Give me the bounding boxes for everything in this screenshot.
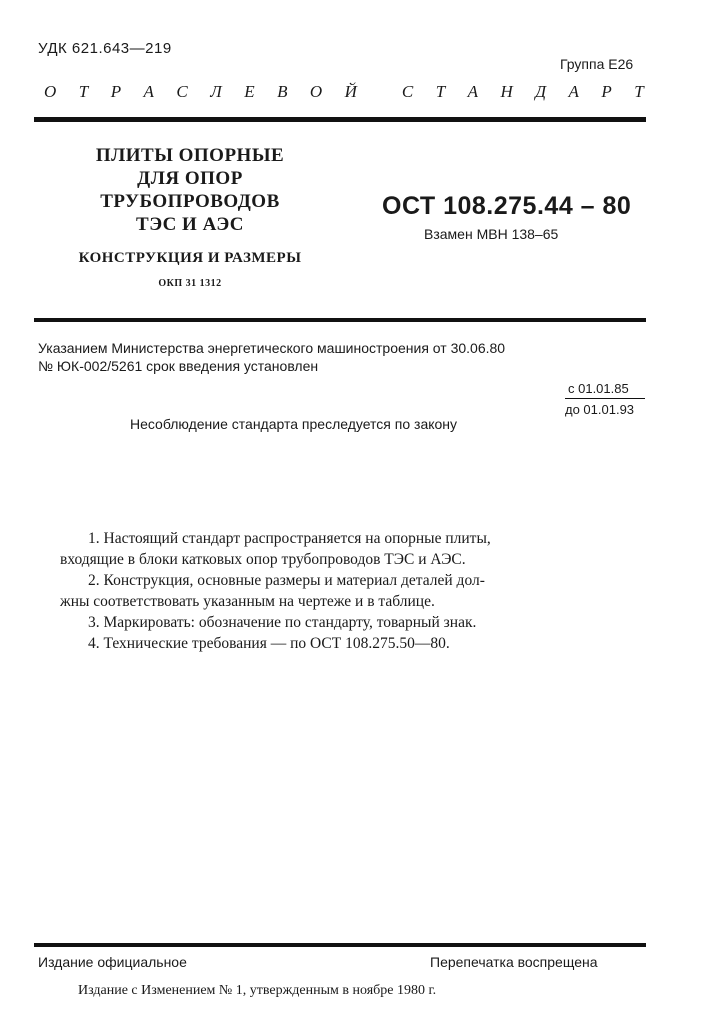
banner-letter: В <box>277 82 288 101</box>
banner-letter: Е <box>244 82 255 101</box>
banner-letter: Л <box>210 82 222 101</box>
document-subtitle: КОНСТРУКЦИЯ И РАЗМЕРЫ <box>78 250 302 266</box>
reprint-notice: Перепечатка воспрещена <box>430 954 598 970</box>
body-paragraph: 1. Настоящий стандарт распространяется на опорные плиты, <box>88 530 491 547</box>
effective-date-from: с 01.01.85 <box>568 381 629 396</box>
header-divider <box>34 117 646 122</box>
banner-letter: О <box>44 82 57 101</box>
banner-letter: Т <box>78 82 89 101</box>
banner-letter: Р <box>110 82 122 101</box>
standard-designation: ОСТ 108.275.44 – 80 <box>382 192 632 220</box>
decree-line: № ЮК-002/5261 срок введения установлен <box>38 358 319 374</box>
banner-letter: А <box>467 82 479 101</box>
replaces-note: Взамен МВН 138–65 <box>424 226 559 242</box>
banner-letter: А <box>568 82 579 101</box>
group-code: Группа Е26 <box>560 56 634 72</box>
body-paragraph: 4. Технические требования — по ОСТ 108.275.50—80. <box>88 635 450 652</box>
title-line: ПЛИТЫ ОПОРНЫЕ <box>95 145 285 166</box>
body-paragraph: 2. Конструкция, основные размеры и материал деталей дол- <box>88 572 485 589</box>
date-fraction-line <box>565 398 645 399</box>
banner-letter: Т <box>634 82 644 101</box>
body-paragraph: 3. Маркировать: обозначение по стандарту, товарный знак. <box>88 614 477 631</box>
banner-letter: О <box>309 82 323 101</box>
banner-letter: Т <box>435 82 446 101</box>
banner-letter: Й <box>344 82 357 101</box>
body-paragraph: жны соответствовать указанным на чертеже и в таблице. <box>60 593 435 610</box>
udk-code: УДК 621.643—219 <box>38 40 172 57</box>
decree-line: Указанием Министерства энергетического машиностроения от 30.06.80 <box>38 340 506 356</box>
banner-letter: Д <box>535 82 547 101</box>
title-line: ТРУБОПРОВОДОВ <box>100 191 280 212</box>
footer-divider <box>34 943 646 947</box>
law-notice: Несоблюдение стандарта преследуется по закону <box>130 416 458 432</box>
body-paragraph: входящие в блоки катковых опор трубопроводов ТЭС и АЭС. <box>60 551 466 568</box>
title-line: ДЛЯ ОПОР <box>137 168 243 189</box>
amendment-footnote: Издание с Изменением № 1, утвержденным в ноябре 1980 г. <box>78 983 437 998</box>
edition-note: Издание официальное <box>38 954 187 970</box>
banner-letter: Р <box>601 82 612 101</box>
banner-letter: А <box>143 82 154 101</box>
banner-letter: Н <box>500 82 513 101</box>
standard-type-banner <box>44 82 644 102</box>
document-title <box>60 144 320 236</box>
title-divider <box>34 318 646 322</box>
banner-letter: С <box>176 82 188 101</box>
title-line: ТЭС И АЭС <box>136 214 244 235</box>
effective-date-to: до 01.01.93 <box>565 402 635 417</box>
okp-code: ОКП 31 1312 <box>158 278 222 289</box>
banner-letter: С <box>401 82 414 101</box>
